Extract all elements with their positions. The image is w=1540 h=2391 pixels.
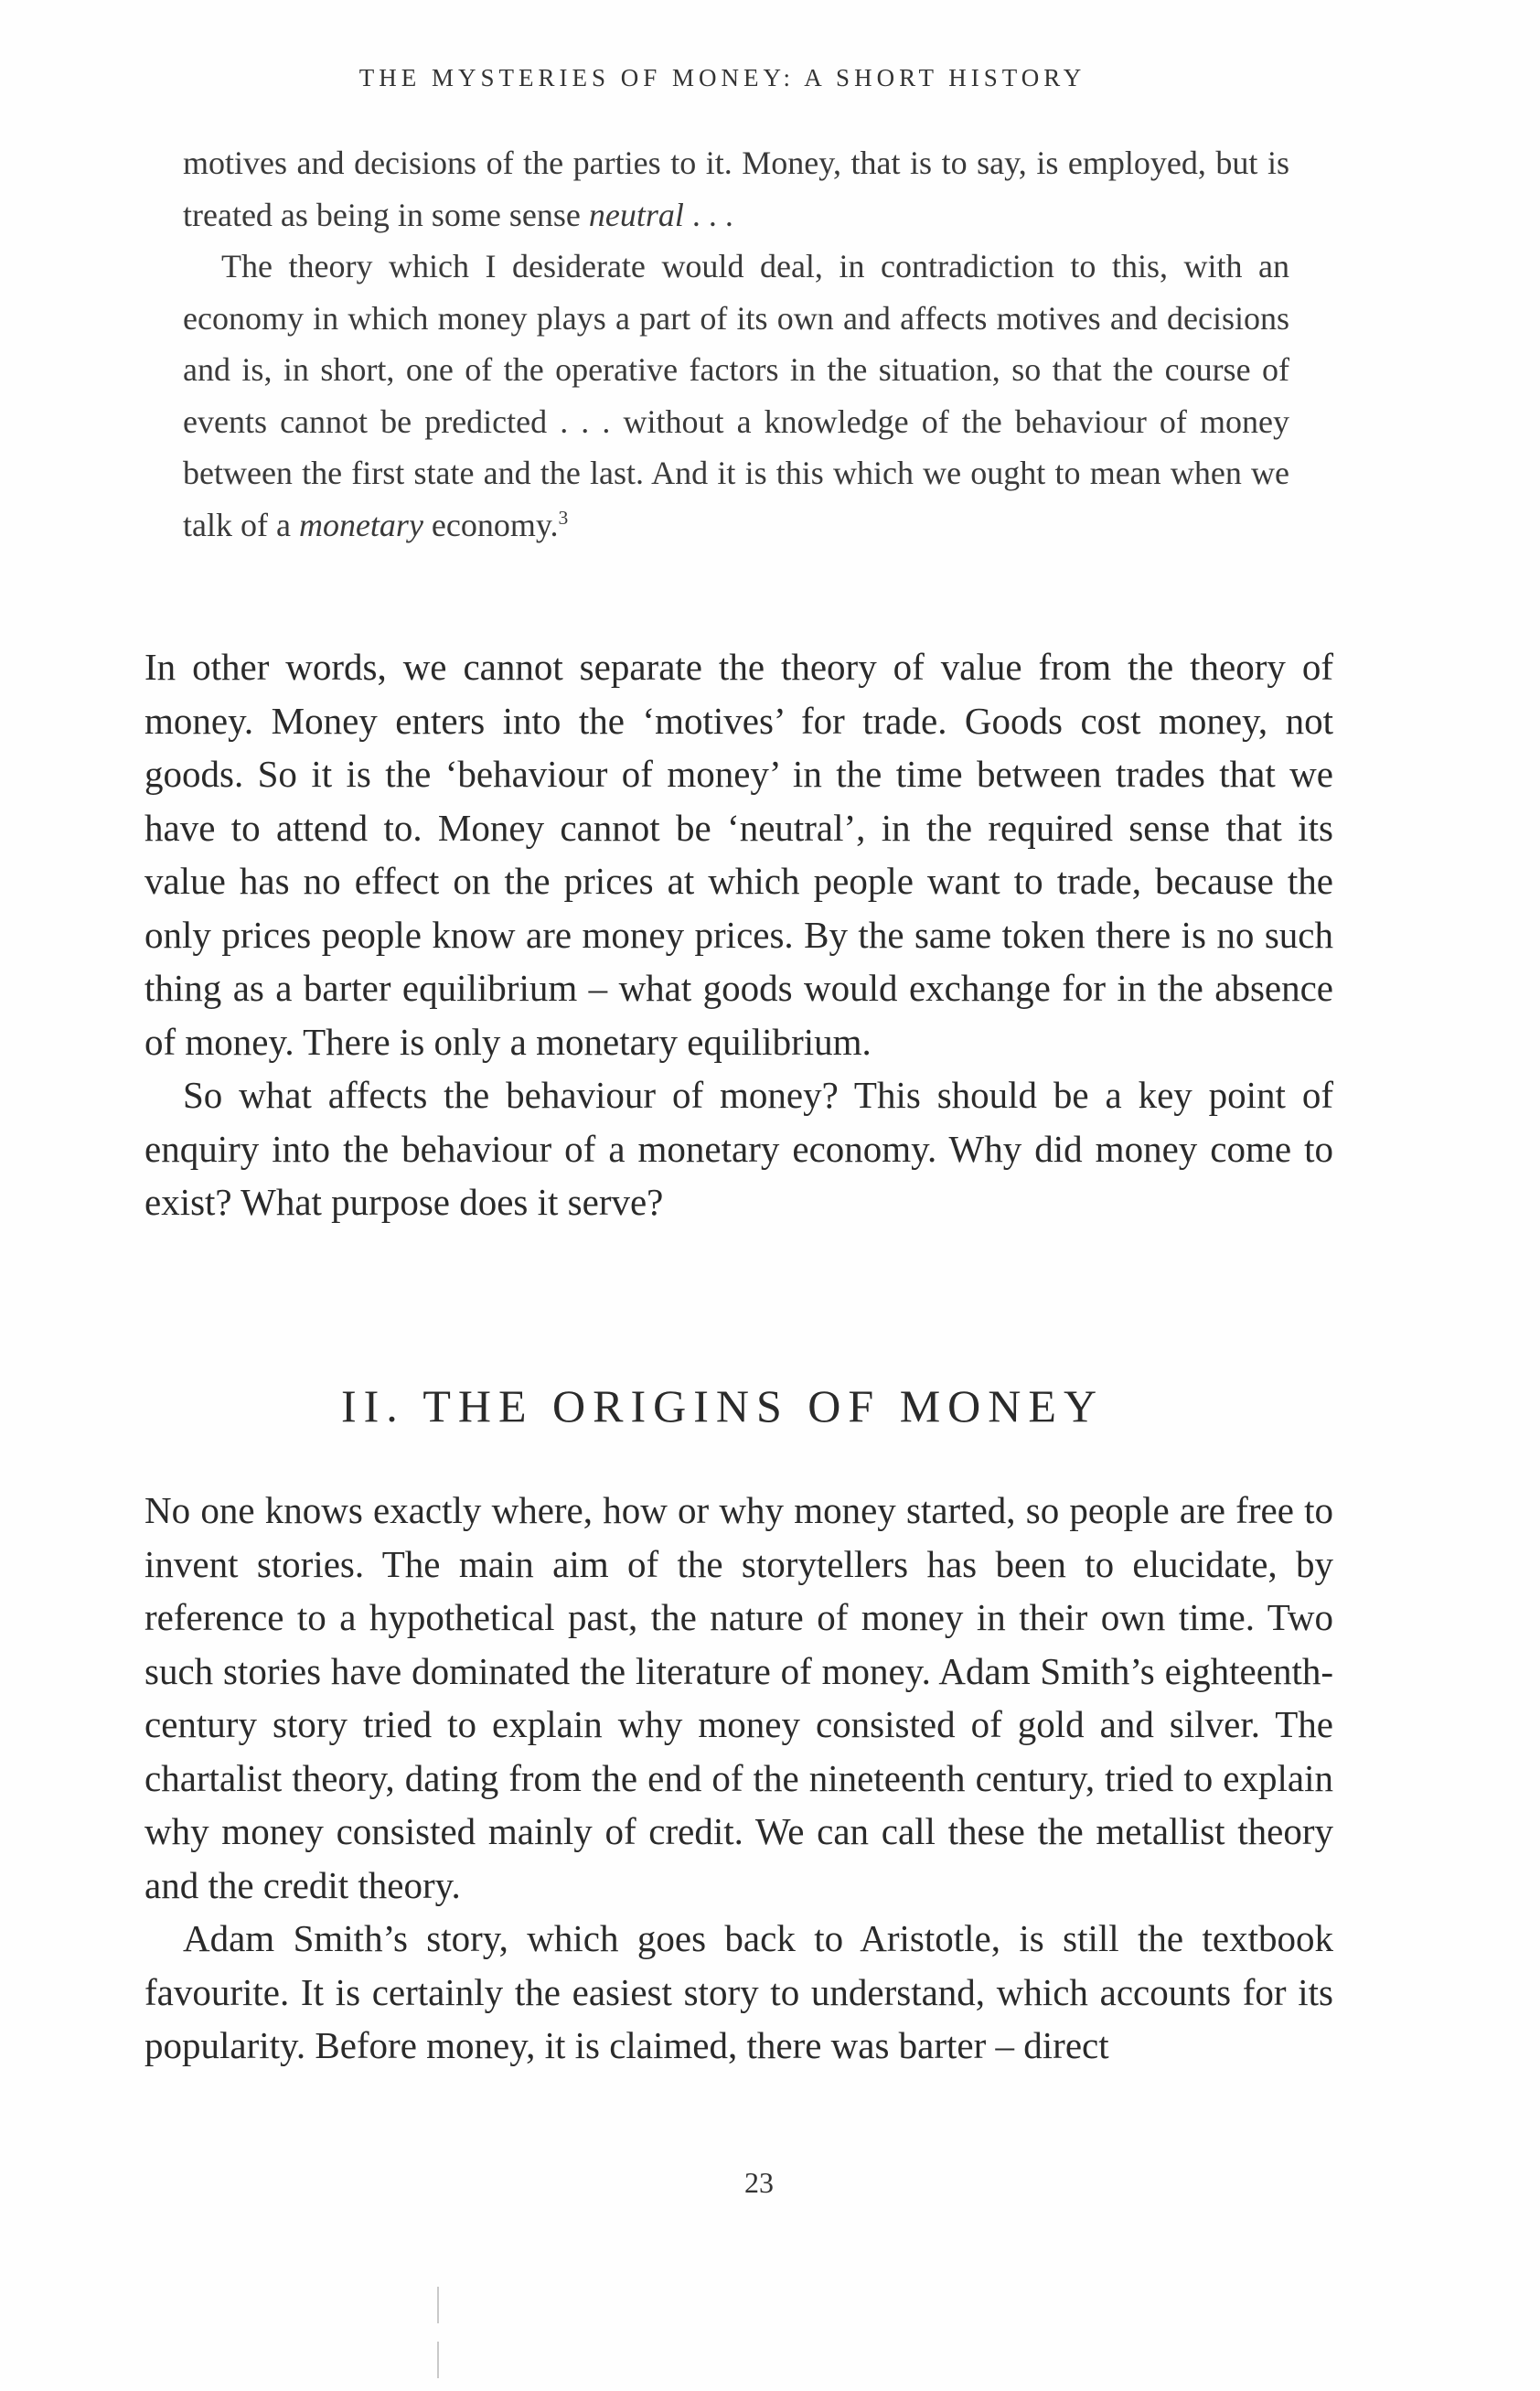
body-text	[144, 640, 1333, 1229]
page-number: 23	[744, 2166, 774, 2199]
body-paragraph: Adam Smith’s story, which goes back to Aristotle, is still the textbook favourite. It is certainly the easiest story to understand, which accounts for its popularity. Before money, it is claimed, there was barter – direct	[144, 1917, 1333, 2066]
quote-text: economy.	[422, 506, 559, 543]
quote-text: The theory which I desiderate would deal, in contradiction to this, with an economy in which money plays a part of its own and affects motives and decisions and is, in short, one of the operative factors in the situation, so that the course of events cannot be predicted . . . without a knowledge of the behaviour of money between the first state and the last. And it is this which we ought to mean when we talk of a	[183, 248, 1289, 543]
quote-emphasis: neutral	[588, 196, 684, 233]
section-body-text	[144, 1484, 1333, 2073]
body-paragraph: No one knows exactly where, how or why money started, so people are free to invent stories. The main aim of the storytellers has been to elucidate, by reference to a hypothetical past, the nature of money in their own time. Two such stories have dominated the literature of money. Adam Smith’s eighteenth-century story tried to explain why money consisted of gold and silver. The chartalist theory, dating from the end of the nineteenth century, tried to explain why money consisted mainly of credit. We can call these the metallist theory and the credit theory.	[144, 1489, 1333, 1906]
section-heading: II. THE ORIGINS OF MONEY	[340, 1380, 1105, 1431]
block-quote	[183, 137, 1289, 551]
quote-emphasis: monetary	[298, 506, 423, 543]
footnote-reference: 3	[558, 506, 569, 529]
quote-text: . . .	[683, 196, 733, 233]
scan-artifact-mark	[437, 2287, 439, 2323]
body-paragraph: So what affects the behaviour of money? This should be a key point of enquiry into the behaviour of a monetary economy. Why did money come to exist? What purpose does it serve?	[144, 1074, 1333, 1223]
scan-artifact-mark	[437, 2342, 439, 2378]
body-paragraph: In other words, we cannot separate the theory of value from the theory of money. Money enters into the ‘motives’ for trade. Goods cost money, not goods. So it is the ‘behaviour of money’ in the time between trades that we have to attend to. Money cannot be ‘neutral’, in the required sense that its value has no effect on the prices at which people want to trade, because the only prices people know are money prices. By the same token there is no such thing as a barter equilibrium – what goods would exchange for in the absence of money. There is only a monetary equilibrium.	[144, 646, 1333, 1063]
quote-paragraph	[183, 241, 1289, 551]
running-head: THE MYSTERIES OF MONEY: A SHORT HISTORY	[358, 64, 1086, 91]
quote-text: motives and decisions of the parties to it. Money, that is to say, is employed, but is treated as being in some sense	[183, 145, 1289, 233]
quote-paragraph	[183, 137, 1289, 241]
